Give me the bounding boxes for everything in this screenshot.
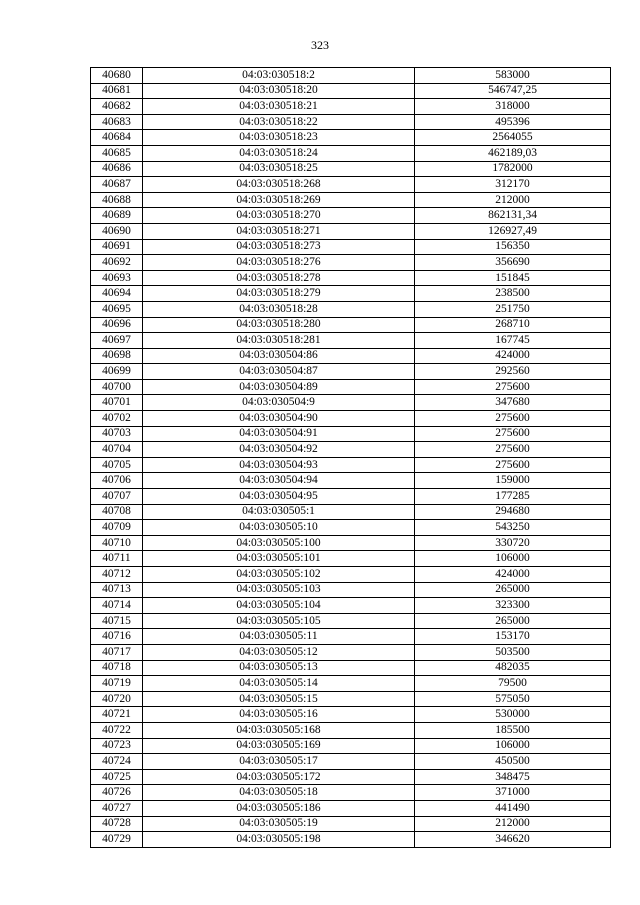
cadastral-value-cell: 275600: [415, 379, 611, 395]
table-row: [91, 691, 611, 707]
cadastral-number-cell: 04:03:030505:102: [143, 567, 415, 583]
row-number-cell: 40683: [91, 114, 143, 130]
table-row: [91, 754, 611, 770]
table-row: [91, 489, 611, 505]
cadastral-number-cell: 04:03:030505:186: [143, 800, 415, 816]
row-number-cell: 40693: [91, 270, 143, 286]
table-row: [91, 676, 611, 692]
table-row: [91, 426, 611, 442]
cadastral-number-cell: 04:03:030518:281: [143, 333, 415, 349]
row-number-cell: 40682: [91, 99, 143, 115]
cadastral-number-cell: 04:03:030518:273: [143, 239, 415, 255]
row-number-cell: 40686: [91, 161, 143, 177]
cadastral-number-cell: 04:03:030504:91: [143, 426, 415, 442]
cadastral-number-cell: 04:03:030504:9: [143, 395, 415, 411]
cadastral-number-cell: 04:03:030505:104: [143, 598, 415, 614]
table-row: [91, 286, 611, 302]
cadastral-value-cell: 482035: [415, 660, 611, 676]
table-row: [91, 348, 611, 364]
table-row: [91, 333, 611, 349]
table-row: [91, 800, 611, 816]
table-row: [91, 395, 611, 411]
row-number-cell: 40688: [91, 192, 143, 208]
row-number-cell: 40710: [91, 535, 143, 551]
table-row: [91, 270, 611, 286]
cadastral-number-cell: 04:03:030518:279: [143, 286, 415, 302]
row-number-cell: 40705: [91, 457, 143, 473]
cadastral-number-cell: 04:03:030518:278: [143, 270, 415, 286]
cadastral-number-cell: 04:03:030505:15: [143, 691, 415, 707]
cadastral-value-cell: 530000: [415, 707, 611, 723]
table-row: [91, 317, 611, 333]
cadastral-value-cell: 346620: [415, 832, 611, 848]
row-number-cell: 40726: [91, 785, 143, 801]
cadastral-number-cell: 04:03:030505:105: [143, 613, 415, 629]
row-number-cell: 40702: [91, 411, 143, 427]
cadastral-value-cell: 318000: [415, 99, 611, 115]
row-number-cell: 40692: [91, 255, 143, 271]
cadastral-number-cell: 04:03:030518:268: [143, 177, 415, 193]
table-row: [91, 161, 611, 177]
cadastral-number-cell: 04:03:030505:10: [143, 520, 415, 536]
cadastral-number-cell: 04:03:030518:28: [143, 301, 415, 317]
cadastral-value-cell: 126927,49: [415, 223, 611, 239]
row-number-cell: 40689: [91, 208, 143, 224]
cadastral-value-cell: 356690: [415, 255, 611, 271]
row-number-cell: 40713: [91, 582, 143, 598]
cadastral-number-cell: 04:03:030518:269: [143, 192, 415, 208]
cadastral-value-cell: 323300: [415, 598, 611, 614]
row-number-cell: 40709: [91, 520, 143, 536]
cadastral-number-cell: 04:03:030505:100: [143, 535, 415, 551]
cadastral-value-cell: 441490: [415, 800, 611, 816]
table-row: [91, 442, 611, 458]
row-number-cell: 40687: [91, 177, 143, 193]
row-number-cell: 40690: [91, 223, 143, 239]
cadastral-value-cell: 275600: [415, 426, 611, 442]
row-number-cell: 40716: [91, 629, 143, 645]
cadastral-value-cell: 185500: [415, 722, 611, 738]
row-number-cell: 40700: [91, 379, 143, 395]
cadastral-number-cell: 04:03:030505:19: [143, 816, 415, 832]
table-row: [91, 473, 611, 489]
cadastral-value-cell: 575050: [415, 691, 611, 707]
cadastral-value-cell: 167745: [415, 333, 611, 349]
row-number-cell: 40701: [91, 395, 143, 411]
row-number-cell: 40695: [91, 301, 143, 317]
row-number-cell: 40727: [91, 800, 143, 816]
cadastral-value-cell: 79500: [415, 676, 611, 692]
cadastral-number-cell: 04:03:030518:276: [143, 255, 415, 271]
table-row: [91, 411, 611, 427]
cadastral-value-cell: 275600: [415, 457, 611, 473]
cadastral-value-cell: 294680: [415, 504, 611, 520]
table-row: [91, 598, 611, 614]
table-row: [91, 769, 611, 785]
table-row: [91, 722, 611, 738]
row-number-cell: 40724: [91, 754, 143, 770]
table-row: [91, 535, 611, 551]
cadastral-value-cell: 177285: [415, 489, 611, 505]
row-number-cell: 40698: [91, 348, 143, 364]
table-row: [91, 99, 611, 115]
cadastral-number-cell: 04:03:030505:168: [143, 722, 415, 738]
row-number-cell: 40722: [91, 722, 143, 738]
cadastral-number-cell: 04:03:030505:12: [143, 644, 415, 660]
row-number-cell: 40699: [91, 364, 143, 380]
row-number-cell: 40694: [91, 286, 143, 302]
table-row: [91, 68, 611, 84]
cadastral-value-table: [90, 67, 611, 848]
row-number-cell: 40697: [91, 333, 143, 349]
row-number-cell: 40711: [91, 551, 143, 567]
cadastral-value-cell: 151845: [415, 270, 611, 286]
cadastral-number-cell: 04:03:030504:87: [143, 364, 415, 380]
cadastral-number-cell: 04:03:030505:18: [143, 785, 415, 801]
table-row: [91, 785, 611, 801]
row-number-cell: 40706: [91, 473, 143, 489]
cadastral-number-cell: 04:03:030518:20: [143, 83, 415, 99]
cadastral-value-cell: 1782000: [415, 161, 611, 177]
cadastral-number-cell: 04:03:030505:101: [143, 551, 415, 567]
cadastral-value-cell: 275600: [415, 442, 611, 458]
table-row: [91, 379, 611, 395]
row-number-cell: 40680: [91, 68, 143, 84]
cadastral-number-cell: 04:03:030518:23: [143, 130, 415, 146]
table-row: [91, 816, 611, 832]
table-row: [91, 504, 611, 520]
row-number-cell: 40720: [91, 691, 143, 707]
row-number-cell: 40717: [91, 644, 143, 660]
cadastral-number-cell: 04:03:030504:89: [143, 379, 415, 395]
cadastral-value-cell: 348475: [415, 769, 611, 785]
cadastral-value-cell: 2564055: [415, 130, 611, 146]
cadastral-value-cell: 450500: [415, 754, 611, 770]
row-number-cell: 40708: [91, 504, 143, 520]
cadastral-value-cell: 347680: [415, 395, 611, 411]
cadastral-value-cell: 292560: [415, 364, 611, 380]
row-number-cell: 40719: [91, 676, 143, 692]
row-number-cell: 40723: [91, 738, 143, 754]
cadastral-number-cell: 04:03:030505:14: [143, 676, 415, 692]
cadastral-value-cell: 268710: [415, 317, 611, 333]
cadastral-value-cell: 265000: [415, 613, 611, 629]
cadastral-value-cell: 159000: [415, 473, 611, 489]
cadastral-value-cell: 238500: [415, 286, 611, 302]
table-body: [91, 68, 611, 848]
table-row: [91, 520, 611, 536]
cadastral-value-cell: 371000: [415, 785, 611, 801]
row-number-cell: 40721: [91, 707, 143, 723]
cadastral-value-cell: 275600: [415, 411, 611, 427]
table-row: [91, 239, 611, 255]
cadastral-value-cell: 330720: [415, 535, 611, 551]
table-row: [91, 660, 611, 676]
table-row: [91, 301, 611, 317]
cadastral-number-cell: 04:03:030505:172: [143, 769, 415, 785]
cadastral-value-cell: 543250: [415, 520, 611, 536]
table-row: [91, 567, 611, 583]
cadastral-value-cell: 495396: [415, 114, 611, 130]
row-number-cell: 40681: [91, 83, 143, 99]
cadastral-value-cell: 462189,03: [415, 145, 611, 161]
table-row: [91, 644, 611, 660]
row-number-cell: 40707: [91, 489, 143, 505]
table-row: [91, 629, 611, 645]
cadastral-number-cell: 04:03:030505:169: [143, 738, 415, 754]
cadastral-value-cell: 424000: [415, 567, 611, 583]
table-row: [91, 832, 611, 848]
cadastral-number-cell: 04:03:030518:22: [143, 114, 415, 130]
row-number-cell: 40728: [91, 816, 143, 832]
cadastral-number-cell: 04:03:030504:86: [143, 348, 415, 364]
table-row: [91, 223, 611, 239]
cadastral-number-cell: 04:03:030504:90: [143, 411, 415, 427]
cadastral-value-cell: 153170: [415, 629, 611, 645]
table-row: [91, 114, 611, 130]
cadastral-value-cell: 212000: [415, 816, 611, 832]
row-number-cell: 40696: [91, 317, 143, 333]
cadastral-number-cell: 04:03:030504:93: [143, 457, 415, 473]
cadastral-value-cell: 106000: [415, 551, 611, 567]
cadastral-number-cell: 04:03:030505:198: [143, 832, 415, 848]
table-row: [91, 145, 611, 161]
cadastral-number-cell: 04:03:030505:16: [143, 707, 415, 723]
table-row: [91, 83, 611, 99]
cadastral-number-cell: 04:03:030518:2: [143, 68, 415, 84]
cadastral-value-cell: 503500: [415, 644, 611, 660]
cadastral-value-cell: 265000: [415, 582, 611, 598]
row-number-cell: 40729: [91, 832, 143, 848]
cadastral-number-cell: 04:03:030518:271: [143, 223, 415, 239]
cadastral-number-cell: 04:03:030504:95: [143, 489, 415, 505]
page-number: 323: [311, 38, 329, 52]
cadastral-number-cell: 04:03:030505:13: [143, 660, 415, 676]
cadastral-number-cell: 04:03:030518:25: [143, 161, 415, 177]
table-row: [91, 130, 611, 146]
cadastral-number-cell: 04:03:030505:103: [143, 582, 415, 598]
cadastral-value-cell: 106000: [415, 738, 611, 754]
cadastral-value-cell: 862131,34: [415, 208, 611, 224]
row-number-cell: 40684: [91, 130, 143, 146]
cadastral-value-cell: 312170: [415, 177, 611, 193]
row-number-cell: 40715: [91, 613, 143, 629]
table-row: [91, 707, 611, 723]
table-row: [91, 457, 611, 473]
row-number-cell: 40703: [91, 426, 143, 442]
table-row: [91, 582, 611, 598]
table-row: [91, 551, 611, 567]
cadastral-number-cell: 04:03:030518:270: [143, 208, 415, 224]
cadastral-number-cell: 04:03:030505:11: [143, 629, 415, 645]
cadastral-number-cell: 04:03:030518:21: [143, 99, 415, 115]
cadastral-value-cell: 251750: [415, 301, 611, 317]
cadastral-value-cell: 156350: [415, 239, 611, 255]
row-number-cell: 40712: [91, 567, 143, 583]
cadastral-number-cell: 04:03:030518:280: [143, 317, 415, 333]
cadastral-number-cell: 04:03:030505:1: [143, 504, 415, 520]
table-row: [91, 613, 611, 629]
cadastral-value-cell: 212000: [415, 192, 611, 208]
row-number-cell: 40714: [91, 598, 143, 614]
cadastral-value-cell: 583000: [415, 68, 611, 84]
cadastral-number-cell: 04:03:030504:94: [143, 473, 415, 489]
row-number-cell: 40725: [91, 769, 143, 785]
cadastral-value-cell: 546747,25: [415, 83, 611, 99]
table-row: [91, 738, 611, 754]
cadastral-number-cell: 04:03:030504:92: [143, 442, 415, 458]
cadastral-number-cell: 04:03:030505:17: [143, 754, 415, 770]
cadastral-value-cell: 424000: [415, 348, 611, 364]
table-row: [91, 255, 611, 271]
row-number-cell: 40718: [91, 660, 143, 676]
table-row: [91, 192, 611, 208]
table-row: [91, 177, 611, 193]
table-row: [91, 364, 611, 380]
row-number-cell: 40704: [91, 442, 143, 458]
row-number-cell: 40685: [91, 145, 143, 161]
cadastral-number-cell: 04:03:030518:24: [143, 145, 415, 161]
row-number-cell: 40691: [91, 239, 143, 255]
table-row: [91, 208, 611, 224]
